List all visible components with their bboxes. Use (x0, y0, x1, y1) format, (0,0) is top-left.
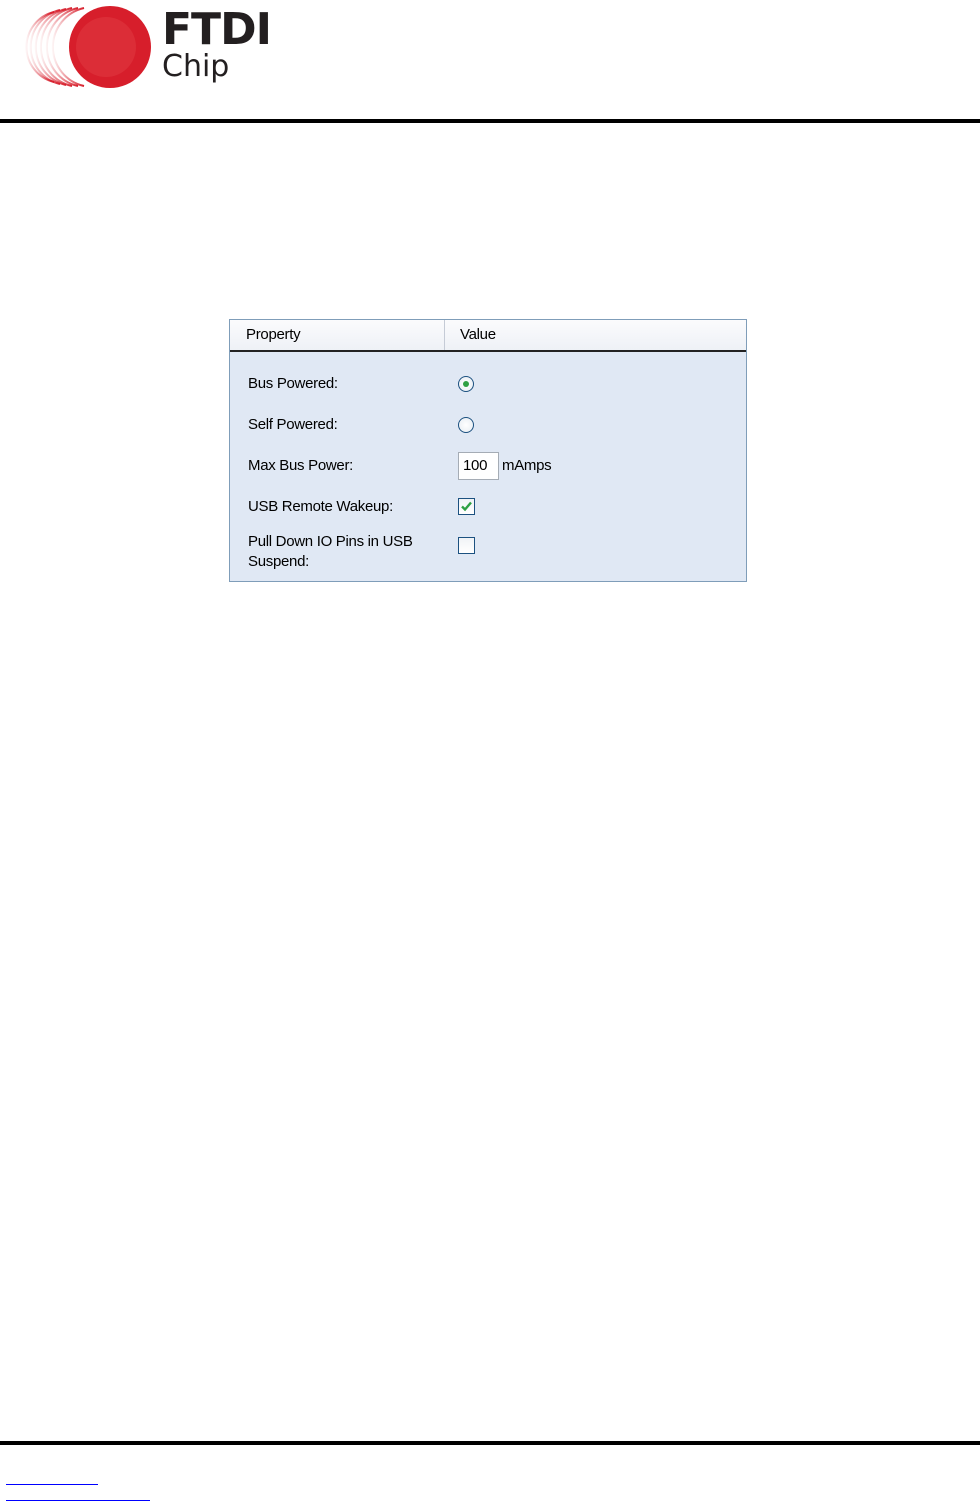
column-header-value[interactable]: Value (460, 326, 496, 343)
grid-header (230, 320, 746, 352)
bus-powered-label: Bus Powered: (248, 375, 338, 392)
usb-remote-wakeup-label: USB Remote Wakeup: (248, 498, 393, 515)
pull-down-io-label-line2: Suspend: (248, 553, 309, 570)
row-bus-powered (230, 374, 746, 394)
checkmark-icon (460, 500, 473, 513)
footer-link-2[interactable] (6, 1484, 150, 1501)
pull-down-io-label-line1: Pull Down IO Pins in USB (248, 533, 413, 550)
max-bus-power-label: Max Bus Power: (248, 457, 354, 474)
ftdi-chip-logo (14, 4, 271, 90)
row-max-bus-power (230, 456, 746, 476)
max-bus-power-unit: mAmps (502, 457, 552, 474)
logo-text-ftdi: FTDI (162, 4, 271, 55)
max-bus-power-input[interactable]: 100 (458, 452, 499, 480)
row-usb-remote-wakeup (230, 497, 746, 517)
bus-powered-radio[interactable] (458, 376, 474, 392)
logo-text-chip: Chip (162, 49, 230, 84)
power-settings-grid (229, 319, 747, 582)
usb-remote-wakeup-checkbox[interactable] (458, 498, 475, 515)
header-rule (0, 119, 980, 123)
footer-link-1[interactable] (6, 1468, 98, 1485)
radio-dot-icon (463, 381, 469, 387)
pull-down-io-checkbox[interactable] (458, 537, 475, 554)
row-self-powered (230, 415, 746, 435)
ftdi-logo-arcs-icon (14, 4, 154, 90)
self-powered-label: Self Powered: (248, 416, 338, 433)
row-pull-down-io (230, 532, 746, 572)
column-header-property[interactable]: Property (230, 320, 445, 350)
footer-rule (0, 1441, 980, 1445)
self-powered-radio[interactable] (458, 417, 474, 433)
